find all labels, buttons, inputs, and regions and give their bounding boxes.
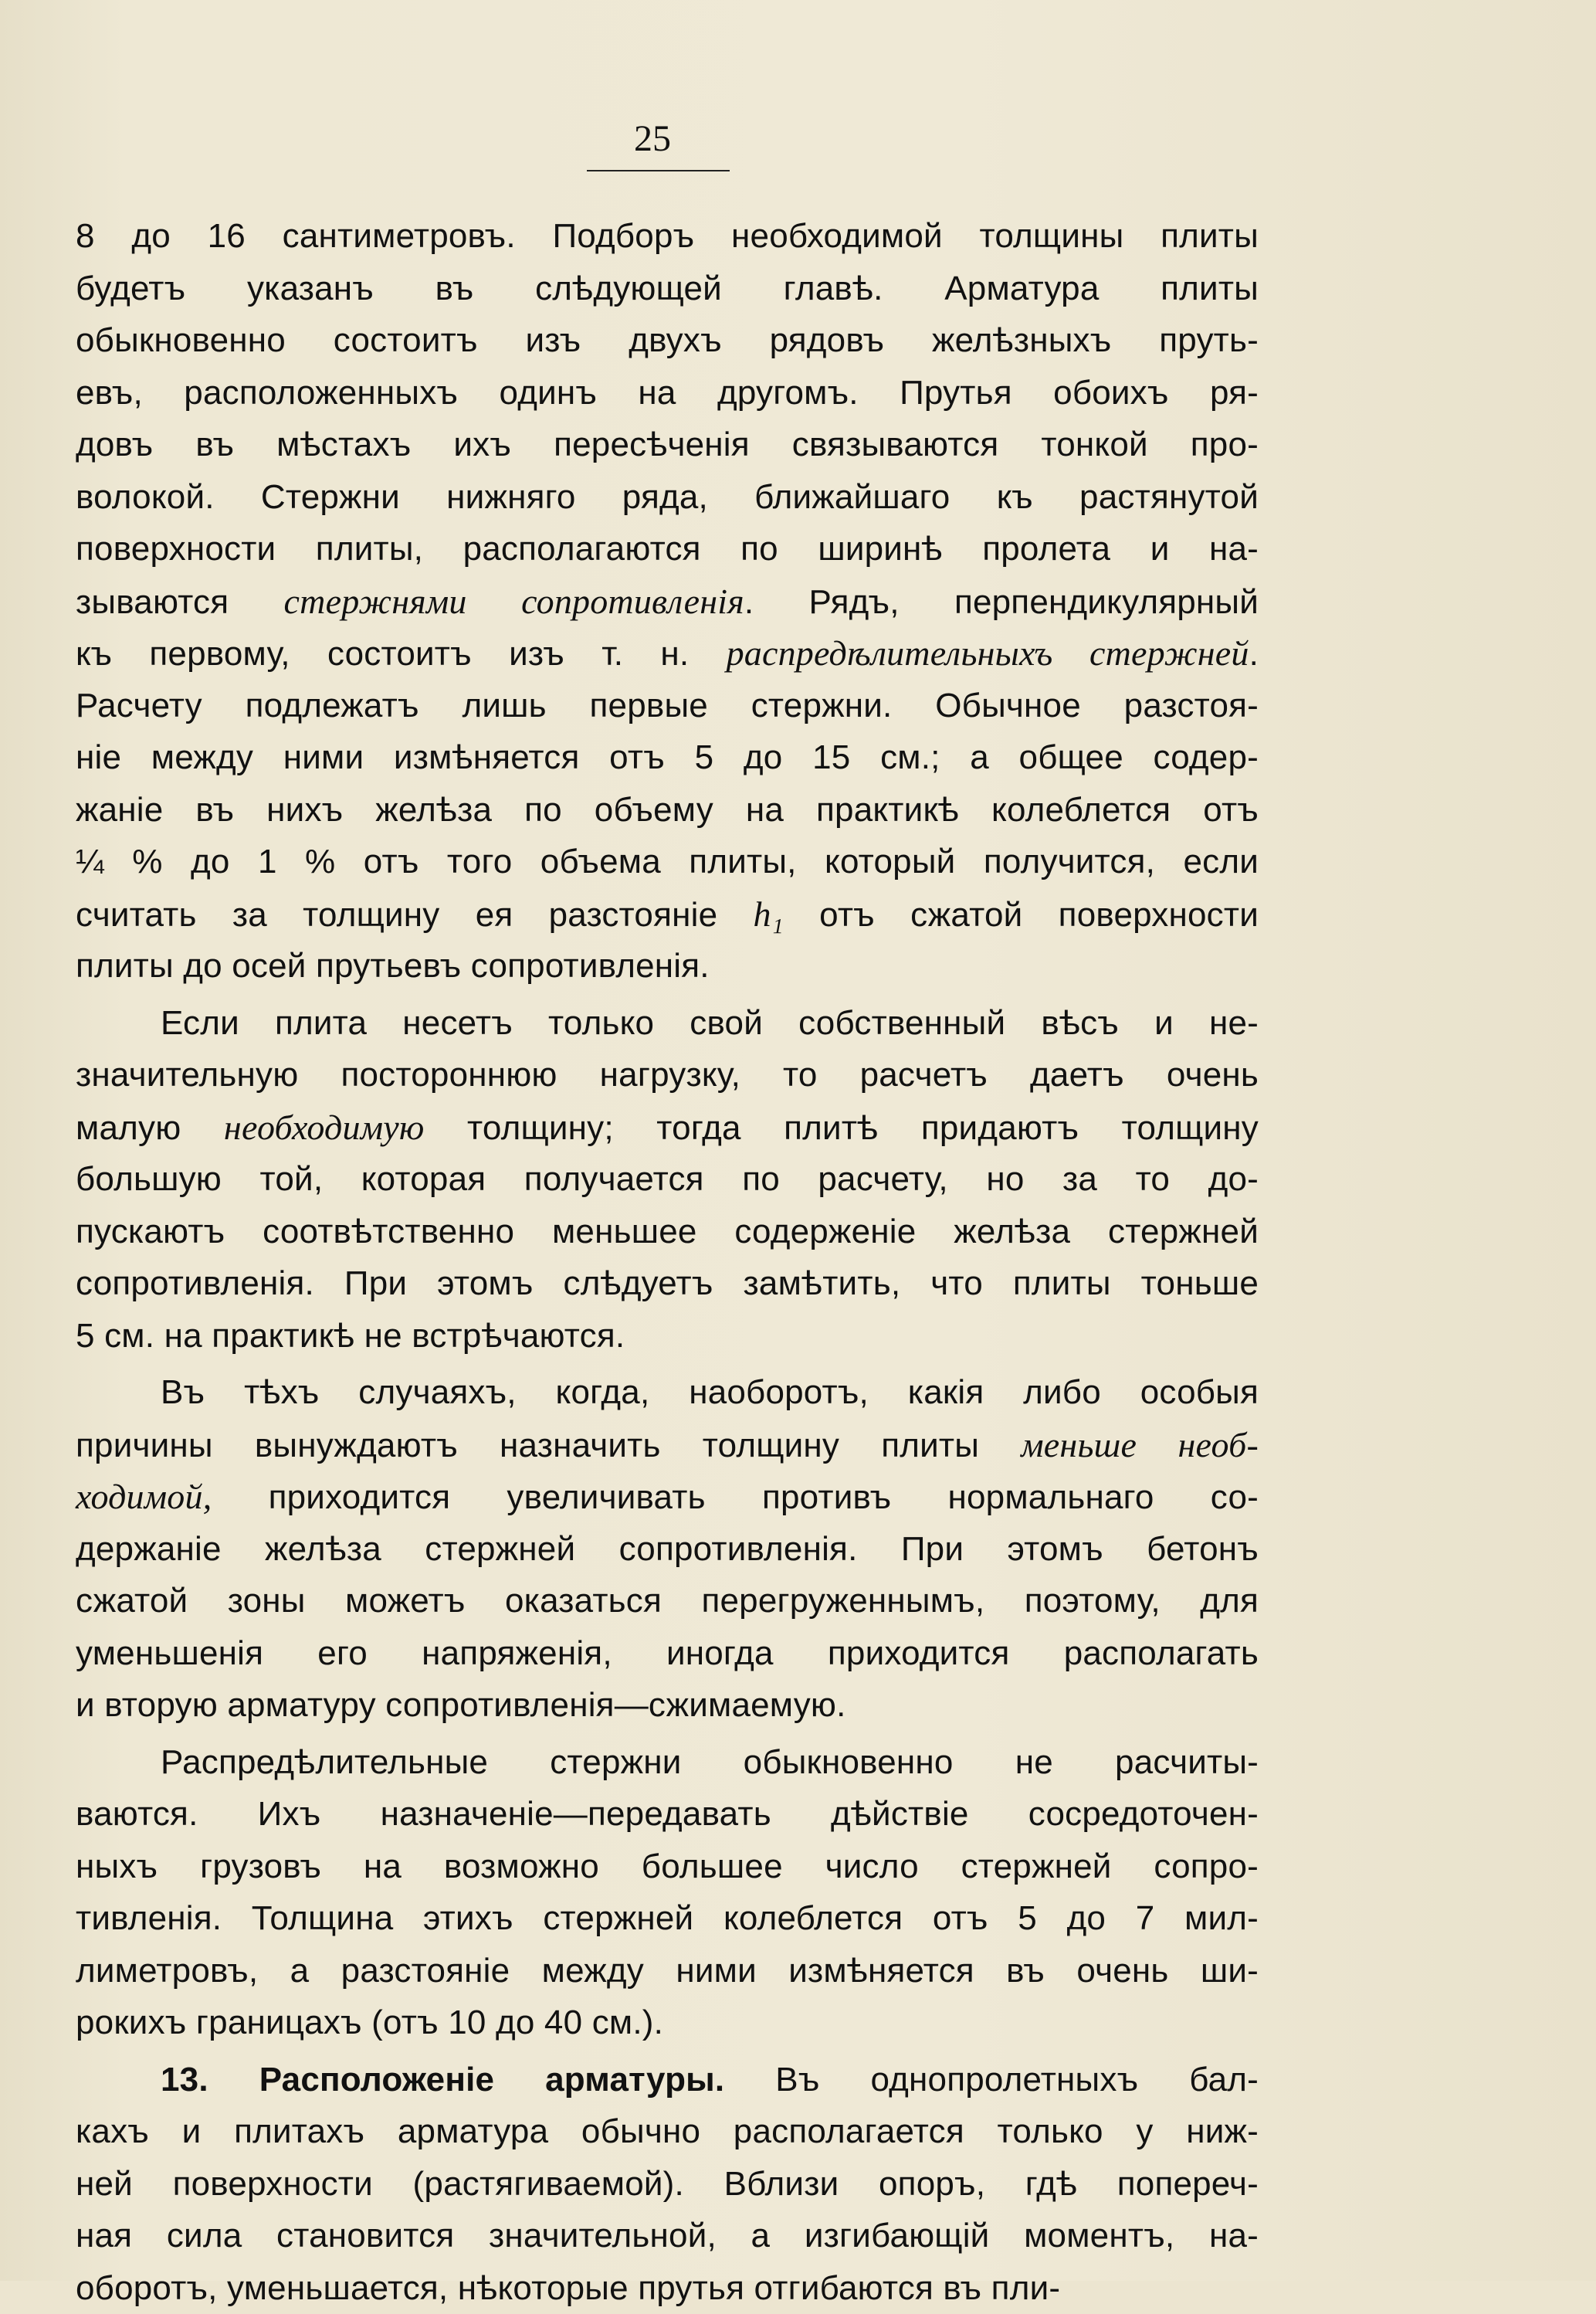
text-line — [76, 1841, 1259, 1893]
text-line — [76, 1736, 1259, 1789]
text-span: Расчету подлежатъ лишь первые стержни. Обычное разстоя- — [76, 687, 1259, 724]
text-line — [76, 2105, 1259, 2158]
text-line — [76, 1310, 1259, 1362]
text-span: держаніе желѣза стержней сопротивленія. При этомъ бетонъ — [76, 1530, 1259, 1568]
text-span: считать за толщину ея разстояніе — [76, 896, 753, 934]
text-line — [76, 1788, 1259, 1841]
text-span: Въ тѣхъ случаяхъ, когда, наоборотъ, какія либо особыя — [161, 1373, 1259, 1411]
italic-term: меньше необ- — [1021, 1425, 1259, 1464]
text-span: причины вынуждаютъ назначить толщину плиты — [76, 1427, 1021, 1464]
text-line — [76, 2054, 1259, 2106]
text-span: къ первому, состоитъ изъ т. н. — [76, 635, 727, 673]
italic-term: h₁ — [753, 894, 783, 934]
text-span: ныхъ грузовъ на возможно большее число стержней сопро- — [76, 1847, 1259, 1885]
text-span: ная сила становится значительной, а изгибающій моментъ, на- — [76, 2217, 1259, 2255]
italic-term: стержнями сопротивленія — [284, 582, 744, 621]
text-line — [76, 1419, 1259, 1471]
text-line — [76, 888, 1259, 941]
text-span: сопротивленія. При этомъ слѣдуетъ замѣтить, что плиты тоньше — [76, 1264, 1259, 1302]
text-line — [76, 367, 1259, 419]
text-line — [76, 997, 1259, 1050]
text-line — [76, 1575, 1259, 1627]
text-span: тивленія. Толщина этихъ стержней колеблется отъ 5 до 7 мил- — [76, 1899, 1259, 1937]
body-text — [76, 210, 1259, 2314]
text-line — [76, 2158, 1259, 2211]
text-line — [76, 1153, 1259, 1206]
text-span: ніе между ними измѣняется отъ 5 до 15 см.; а общее содер- — [76, 738, 1259, 776]
text-line — [76, 784, 1259, 836]
text-span: большую той, которая получается по расчету, но за то до- — [76, 1160, 1259, 1198]
text-span: Въ однопролетныхъ бал- — [724, 2061, 1259, 2099]
text-line — [76, 471, 1259, 524]
text-span: . Рядъ, перпендикулярный — [744, 583, 1259, 621]
text-line — [76, 836, 1259, 888]
italic-term: ходимой, — [76, 1477, 212, 1516]
text-span: довъ въ мѣстахъ ихъ пересѣченія связываются тонкой про- — [76, 426, 1259, 463]
text-span: приходится увеличивать противъ нормальнаго со- — [212, 1478, 1259, 1516]
text-span: будетъ указанъ въ слѣдующей главѣ. Арматура плиты — [76, 270, 1259, 307]
text-line — [76, 263, 1259, 315]
text-line — [76, 210, 1259, 263]
text-span: зываются — [76, 583, 284, 621]
text-span: ваются. Ихъ назначеніе—передавать дѣйствіе сосредоточен- — [76, 1795, 1259, 1833]
text-line — [76, 575, 1259, 628]
text-span: поверхности плиты, располагаются по ширинѣ пролета и на- — [76, 530, 1259, 568]
text-span: значительную постороннюю нагрузку, то расчетъ даетъ очень — [76, 1056, 1259, 1094]
italic-term: необходимую — [224, 1108, 425, 1147]
text-line — [76, 2210, 1259, 2262]
text-line — [76, 1049, 1259, 1101]
text-line — [76, 1257, 1259, 1310]
text-span: плиты до осей прутьевъ сопротивленія. — [76, 947, 710, 985]
text-line — [76, 1627, 1259, 1680]
text-line — [76, 731, 1259, 784]
text-span: малую — [76, 1109, 224, 1147]
text-line — [76, 1206, 1259, 1258]
section-heading: 13. Расположеніе арматуры. — [161, 2061, 724, 2099]
text-line — [76, 1945, 1259, 1997]
page-number-rule — [587, 170, 730, 171]
paragraph — [76, 210, 1259, 992]
text-span: Распредѣлительные стержни обыкновенно не расчиты- — [161, 1743, 1259, 1781]
page-number: 25 — [587, 116, 718, 162]
text-line — [76, 940, 1259, 992]
text-span: ней поверхности (растягиваемой). Вблизи опоръ, гдѣ попереч- — [76, 2165, 1259, 2203]
italic-term: распредѣлительныхъ стержней — [727, 633, 1249, 673]
text-span: кахъ и плитахъ арматура обычно располагается только у ниж- — [76, 2112, 1259, 2150]
text-line — [76, 1997, 1259, 2049]
text-span: уменьшенія его напряженія, иногда приходится располагать — [76, 1634, 1259, 1672]
text-span: евъ, расположенныхъ одинъ на другомъ. Прутья обоихъ ря- — [76, 374, 1259, 412]
text-line — [76, 627, 1259, 680]
text-span: жаніе въ нихъ желѣза по объему на практикѣ колеблется отъ — [76, 791, 1259, 829]
text-line — [76, 2262, 1259, 2314]
text-span: обыкновенно состоитъ изъ двухъ рядовъ желѣзныхъ пруть- — [76, 321, 1259, 359]
text-line — [76, 680, 1259, 732]
paragraph — [76, 1366, 1259, 1732]
text-span: лиметровъ, а разстояніе между ними измѣняется въ очень ши- — [76, 1952, 1259, 1990]
text-line — [76, 419, 1259, 471]
text-line — [76, 1523, 1259, 1576]
text-span: Если плита несетъ только свой собственный вѣсъ и не- — [161, 1004, 1259, 1042]
text-span: толщину; тогда плитѣ придаютъ толщину — [425, 1109, 1259, 1147]
text-line — [76, 1892, 1259, 1945]
text-span: волокой. Стержни нижняго ряда, ближайшаго къ растянутой — [76, 478, 1259, 516]
paragraph — [76, 1736, 1259, 2049]
text-span: 5 см. на практикѣ не встрѣчаются. — [76, 1317, 625, 1355]
text-span: сжатой зоны можетъ оказаться перегруженнымъ, поэтому, для — [76, 1582, 1259, 1620]
text-line — [76, 1679, 1259, 1732]
text-span: рокихъ границахъ (отъ 10 до 40 см.). — [76, 2004, 663, 2041]
text-span: отъ сжатой поверхности — [784, 896, 1259, 934]
text-span: и вторую арматуру сопротивленія—сжимаемую. — [76, 1686, 846, 1724]
text-line — [76, 314, 1259, 367]
text-line — [76, 523, 1259, 575]
text-line — [76, 1366, 1259, 1419]
text-span: . — [1249, 635, 1259, 673]
text-span: 8 до 16 сантиметровъ. Подборъ необходимой толщины плиты — [76, 217, 1259, 255]
text-span: оборотъ, уменьшается, нѣкоторые прутья отгибаются въ пли- — [76, 2269, 1060, 2307]
text-span: ¼ % до 1 % отъ того объема плиты, который получится, если — [76, 843, 1259, 880]
text-line — [76, 1471, 1259, 1523]
paragraph — [76, 997, 1259, 1362]
text-span: пускаютъ соотвѣтственно меньшее содерженіе желѣза стержней — [76, 1213, 1259, 1250]
text-line — [76, 1101, 1259, 1154]
paragraph — [76, 2054, 1259, 2314]
